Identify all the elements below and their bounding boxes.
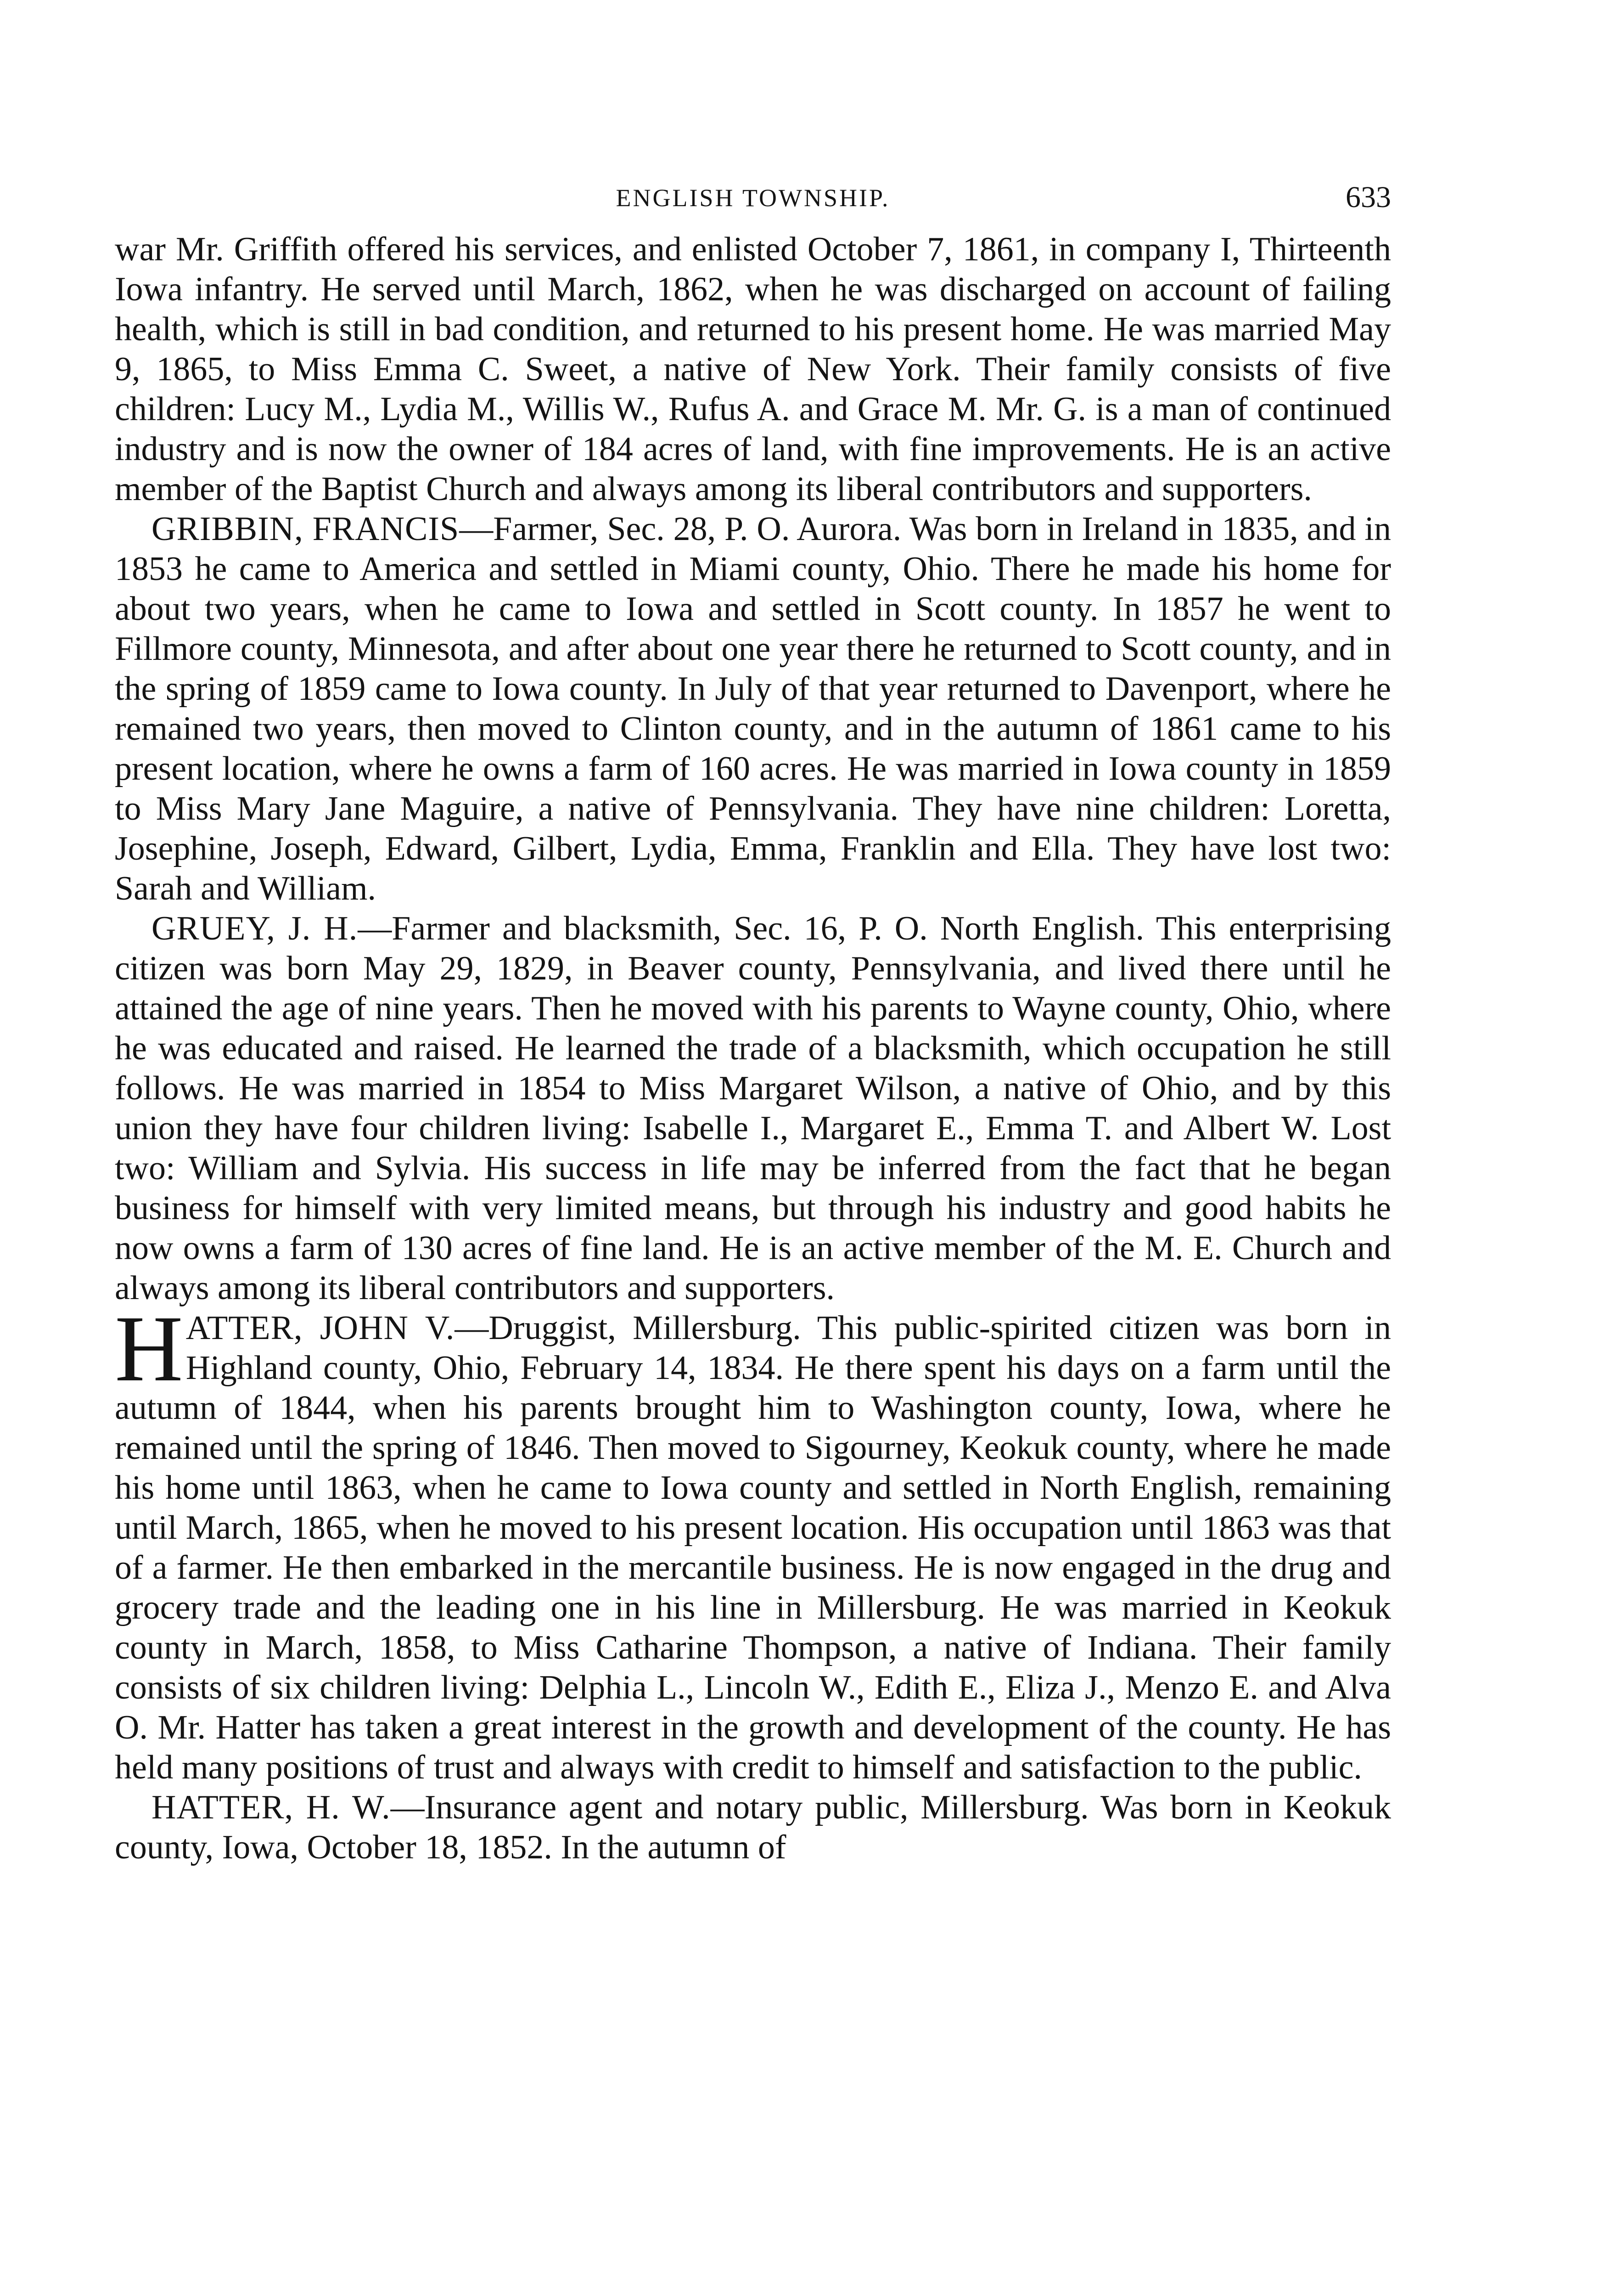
drop-cap-initial: H [115,1296,183,1401]
page-number: 633 [1346,180,1391,214]
entry-name: ATTER, JOHN V. [185,1309,455,1347]
body-text [115,230,1391,1868]
entry-text: —Druggist, Millersburg. This public-spirited citizen was born in Highland county, Ohio, February 14, 1834. He there spent his days on a farm until the autumn of 1844, when his parents brought him to Washington county, Iowa, where he remained until the spring of 1846. Then moved to Sigourney, Keokuk county, where he made his home until 1863, when he came to Iowa county and settled in North English, remaining until March, 1865, when he moved to his present location. His occupation until 1863 was that of a farmer. He then embarked in the mercantile business. He is now engaged in the drug and grocery trade and the leading one in his line in Millersburg. He was married in Keokuk county in March, 1858, to Miss Catharine Thompson, a native of Indiana. Their family consists of six children living: Delphia L., Lincoln W., Edith E., Eliza J., Menzo E. and Alva O. Mr. Hatter has taken a great interest in the growth and development of the county. He has held many positions of trust and always with credit to himself and satisfaction to the public. [115,1309,1391,1786]
running-head [115,180,1391,221]
entry-name: HATTER, H. W. [152,1789,391,1826]
entry-hatter-h-w [115,1788,1391,1868]
entry-text: —Farmer and blacksmith, Sec. 16, P. O. North English. This enterprising citizen was born May 29, 1829, in Beaver county, Pennsylvania, and lived there until he attained the age of nine years. Then he moved with his parents to Wayne county, Ohio, where he was educated and raised. He learned the trade of a blacksmith, which occupation he still follows. He was married in 1854 to Miss Margaret Wilson, a native of Ohio, and by this union they have four children living: Isabelle I., Margaret E., Emma T. and Albert W. Lost two: William and Sylvia. His success in life may be inferred from the fact that he began business for himself with very limited means, but through his industry and good habits he now owns a farm of 130 acres of fine land. He is an active member of the M. E. Church and always among its liberal contributors and supporters. [115,910,1391,1307]
entry-text: —Farmer, Sec. 28, P. O. Aurora. Was born in Ireland in 1835, and in 1853 he came to America and settled in Miami county, Ohio. There he made his home for about two years, when he came to Iowa and settled in Scott county. In 1857 he went to Fillmore county, Minnesota, and after about one year there he returned to Scott county, and in the spring of 1859 came to Iowa county. In July of that year returned to Davenport, where he remained two years, then moved to Clinton county, and in the autumn of 1861 came to his present location, where he owns a farm of 160 acres. He was married in Iowa county in 1859 to Miss Mary Jane Maguire, a native of Pennsylvania. They have nine children: Loretta, Josephine, Joseph, Edward, Gilbert, Lydia, Emma, Franklin and Ella. They have lost two: Sarah and William. [115,510,1391,907]
entry-name: GRIBBIN, FRANCIS [152,510,460,548]
entry-text: —Insurance agent and notary public, Millersburg. Was born in Keokuk county, Iowa, October 18, 1852. In the autumn of [115,1789,1391,1866]
running-title: ENGLISH TOWNSHIP. [616,184,890,212]
entry-gribbin-francis [115,509,1391,909]
entry-name: GRUEY, J. H. [152,910,358,947]
paragraph-text: war Mr. Griffith offered his services, and enlisted October 7, 1861, in company I, Thirteenth Iowa infantry. He served until March, 1862, when he was discharged on account of failing health, which is still in bad condition, and returned to his present home. He was married May 9, 1865, to Miss Emma C. Sweet, a native of New York. Their family consists of five children: Lucy M., Lydia M., Willis W., Rufus A. and Grace M. Mr. G. is a man of continued industry and is now the owner of 184 acres of land, with fine improvements. He is an active member of the Baptist Church and always among its liberal contributors and supporters. [115,231,1391,508]
entry-gruey-j-h [115,909,1391,1308]
paragraph-continuation [115,230,1391,509]
entry-hatter-john-v [115,1296,1391,1788]
